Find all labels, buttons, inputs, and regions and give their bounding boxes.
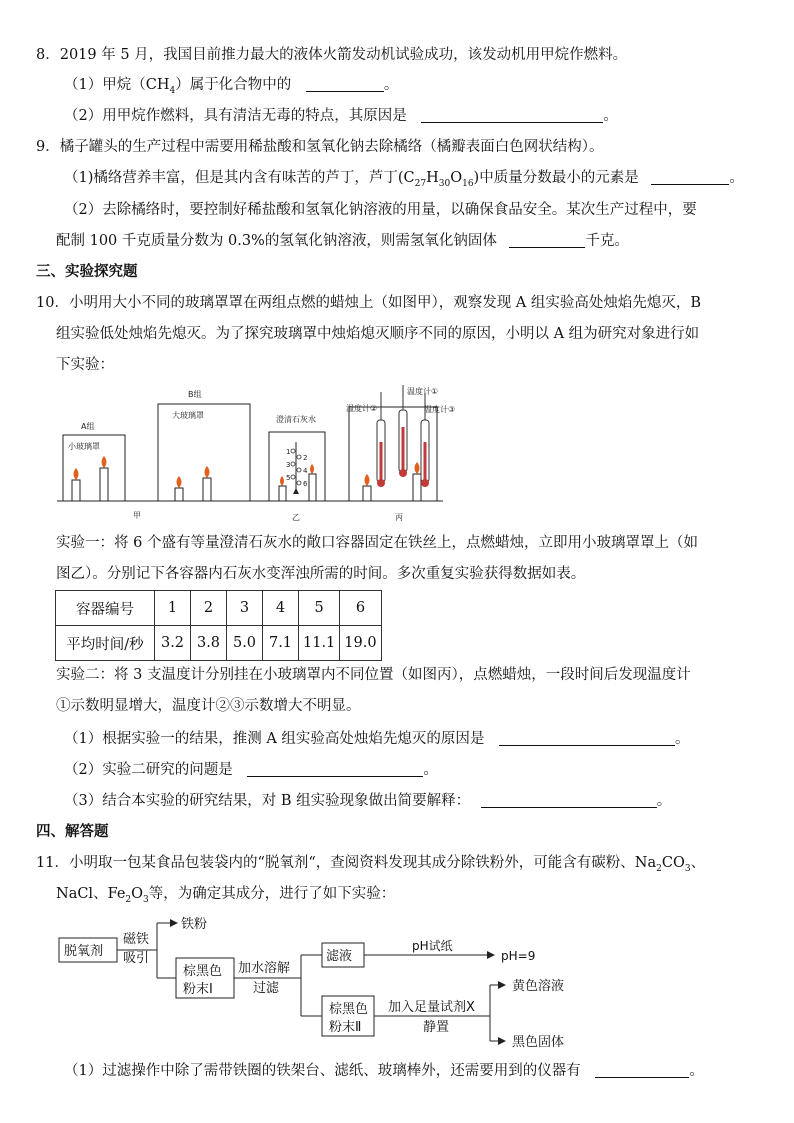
answer-blank[interactable] xyxy=(595,1062,689,1078)
label-small-jar: 小玻璃罩 xyxy=(68,442,100,451)
exp1-line1: 实验一：将 6 个盛有等量澄清石灰水的敞口容器固定在铁丝上，点燃蜡烛，立即用小玻璃罩罩上（如 xyxy=(56,535,698,551)
yellow-label: 黄色溶液 xyxy=(512,979,565,994)
q8-part1: （1）甲烷$(CH_4)$属于化合物中的 。 xyxy=(64,77,399,96)
q11-line1: 11．小明取一包某食品包装袋内的“脱氧剂“，查阅资料发现其成分除铁粉外，可能含有碳粉、$Na_2CO_3$、 xyxy=(36,855,706,874)
ph-paper-label: pH试纸 xyxy=(412,939,453,953)
answer-blank[interactable] xyxy=(247,761,423,777)
black-label: 黑色固体 xyxy=(512,1035,565,1050)
q9-part2-a: （2）去除橘络时，要控制好稀盐酸和氢氧化钠溶液的用量，以确保食品安全。某次生产过程中，要 xyxy=(64,202,697,218)
svg-text:2: 2 xyxy=(303,454,308,462)
label-a-group: A组 xyxy=(81,422,95,431)
label-big-jar: 大玻璃罩 xyxy=(172,411,204,420)
label-thermo1: 温度计① xyxy=(407,387,439,396)
q9-part2-b: 配制 100 千克质量分数为 0.3%的氢氧化钠溶液，则需氢氧化钠固体 千克。 xyxy=(56,233,629,249)
svg-text:1: 1 xyxy=(286,448,291,456)
caption-yi: 乙 xyxy=(292,513,300,522)
filtrate-label: 滤液 xyxy=(326,949,353,964)
section-title-3: 三、实验探究题 xyxy=(36,264,138,280)
powder2-label-a: 棕黑色 xyxy=(329,1002,369,1017)
q11-line2: NaCl、$Fe_2O_3$等，为确定其成分，进行了如下实验： xyxy=(56,886,396,905)
powder1-label-b: 粉末Ⅰ xyxy=(183,982,213,997)
table-header-cell: 平均时间/秒 xyxy=(56,626,155,661)
water-label-1: 加水溶解 xyxy=(238,961,291,976)
label-limewater: 澄清石灰水 xyxy=(276,415,316,424)
exp2-line2: ①示数明显增大，温度计②③示数增大不明显。 xyxy=(56,698,361,714)
flow-diagram xyxy=(55,910,595,1060)
exp1-line2: 图乙）。分别记下各容器内石灰水变浑浊所需的时间。多次重复实验获得数据如表。 xyxy=(56,566,586,582)
caption-bing: 丙 xyxy=(395,513,403,522)
table-row: 平均时间/秒 3.2 3.8 5.0 7.1 11.1 19.0 xyxy=(56,626,382,661)
q8-stem: 8．2019 年 5 月，我国目前推力最大的液体火箭发动机试验成功，该发动机用甲烷作燃料。 xyxy=(36,47,628,63)
magnet-label-2: 吸引 xyxy=(123,951,150,966)
water-label-2: 过滤 xyxy=(253,981,280,996)
powder1-label-a: 棕黑色 xyxy=(183,964,223,979)
q11-part1: （1）过滤操作中除了需带铁圈的铁架台、滤纸、玻璃棒外，还需要用到的仪器有 。 xyxy=(64,1063,704,1079)
reagent-label: 加入足量试剂X xyxy=(388,1000,475,1015)
caption-jia: 甲 xyxy=(133,511,141,520)
svg-text:3: 3 xyxy=(286,461,291,469)
powder2-label-b: 粉末Ⅱ xyxy=(329,1020,362,1035)
q9-stem: 9．橘子罐头的生产过程中需要用稀盐酸和氢氧化钠去除橘络（橘瓣表面白色网状结构）。 xyxy=(36,139,604,155)
q10-line1: 10．小明用大小不同的玻璃罩罩在两组点燃的蜡烛上（如图甲），观察发现 A 组实验高处烛焰先熄灭，B xyxy=(36,295,702,311)
q8-part2: （2）用甲烷作燃料，具有清洁无毒的特点，其原因是 。 xyxy=(64,108,618,124)
answer-blank[interactable] xyxy=(481,792,657,808)
answer-blank[interactable] xyxy=(421,107,603,123)
label-b-group: B组 xyxy=(188,390,202,399)
label-thermo3: 温度计③ xyxy=(424,405,456,414)
magnet-label-1: 磁铁 xyxy=(123,932,150,947)
table-row: 容器编号 1 2 3 4 5 6 xyxy=(56,591,382,626)
exp2-line1: 实验二：将 3 支温度计分别挂在小玻璃罩内不同位置（如图丙），点燃蜡烛，一段时间后发现温度计 xyxy=(56,667,691,683)
label-thermo2: 温度计② xyxy=(346,404,378,413)
svg-text:5: 5 xyxy=(286,474,291,482)
answer-blank[interactable] xyxy=(651,169,729,185)
results-table xyxy=(55,590,382,661)
stand-label: 静置 xyxy=(423,1020,450,1035)
svg-text:6: 6 xyxy=(303,480,308,488)
q9-part1: （1)橘络营养丰富，但是其内含有味苦的芦丁，芦丁$(C_{27}H_{30}O_{16})$中质量分数最小的元素是 。 xyxy=(64,170,744,189)
q10-line2: 组实验低处烛焰先熄灭。为了探究玻璃罩中烛焰熄灭顺序不同的原因，小明以 A 组为研究对象进行如 xyxy=(56,326,700,342)
answer-blank[interactable] xyxy=(306,76,384,92)
answer-blank[interactable] xyxy=(509,232,585,248)
svg-text:4: 4 xyxy=(303,467,308,475)
q10-part1: （1）根据实验一的结果，推测 A 组实验高处烛焰先熄灭的原因是 。 xyxy=(64,731,690,747)
deox-label: 脱氧剂 xyxy=(64,944,104,959)
answer-blank[interactable] xyxy=(499,730,675,746)
table-header-cell: 容器编号 xyxy=(56,591,155,626)
section-title-4: 四、解答题 xyxy=(36,824,109,840)
experiment-figure xyxy=(55,382,456,522)
iron-label: 铁粉 xyxy=(181,917,208,932)
q10-part2: （2）实验二研究的问题是 。 xyxy=(64,762,438,778)
q10-line3: 下实验： xyxy=(56,357,114,373)
q10-part3: （3）结合本实验的研究结果，对 B 组实验现象做出简要解释： 。 xyxy=(64,793,672,809)
ph-value-label: pH=9 xyxy=(501,949,536,963)
